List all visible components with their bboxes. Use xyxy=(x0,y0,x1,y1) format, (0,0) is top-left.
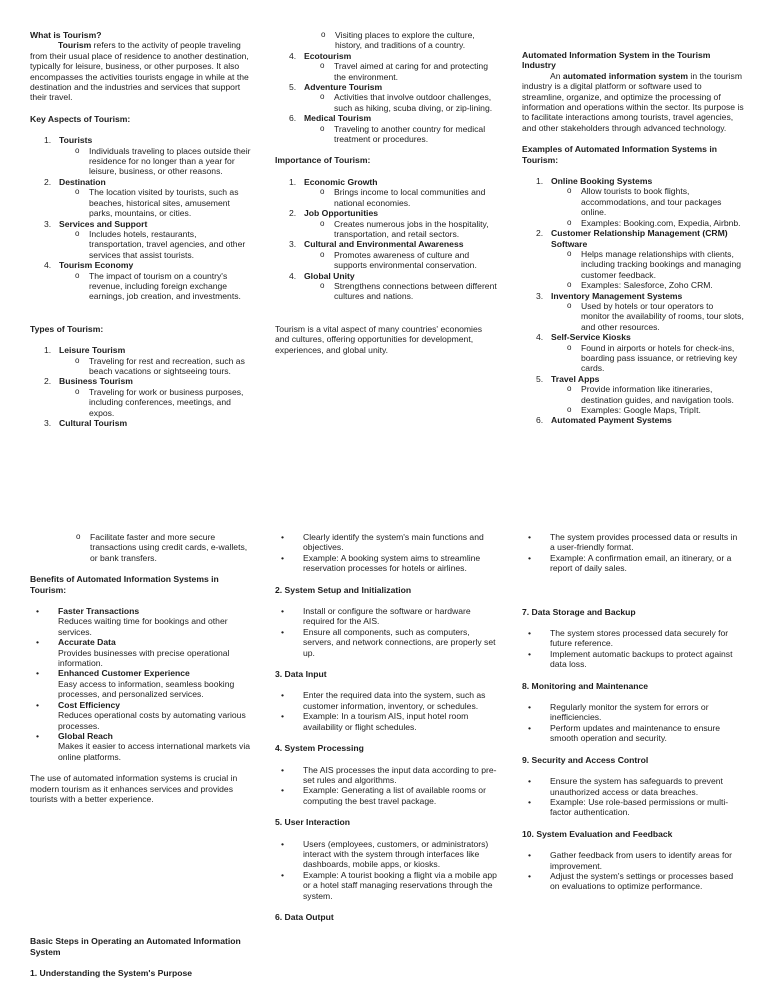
sub-list xyxy=(320,250,497,271)
sub-list xyxy=(320,124,497,145)
list-item-title: Online Booking Systems xyxy=(551,176,653,187)
sub-list xyxy=(320,187,497,208)
sub-list-item: o Provide information like itineraries, destination guides, and navigation tools. xyxy=(567,384,744,405)
list-item-title: Global Unity xyxy=(304,270,355,281)
sub-list xyxy=(75,356,252,377)
list-item-title: Economic Growth xyxy=(304,176,378,187)
heading-ais-benefits: Benefits of Automated Information Systems in Tourism: xyxy=(30,574,219,595)
sub-list xyxy=(567,343,744,374)
list-item xyxy=(536,332,744,374)
list-item-title: Automated Payment Systems xyxy=(551,415,672,426)
list-number: 2. xyxy=(536,228,544,239)
page2-column-2 xyxy=(275,532,497,922)
step-3-heading: 3. Data Input xyxy=(275,669,327,680)
bullet-item: • The system stores processed data securely for future reference. xyxy=(550,628,744,649)
list-number: 3. xyxy=(289,239,297,250)
bullet-item: • Example: A confirmation email, an itinerary, or a report of daily sales. xyxy=(550,553,744,574)
step-1-heading: 1. Understanding the System's Purpose xyxy=(30,968,193,979)
bullet-item: • The system provides processed data or results in a user-friendly format. xyxy=(550,532,744,553)
heading-what-is-tourism: What is Tourism? xyxy=(30,30,102,40)
list-item-title: Leisure Tourism xyxy=(59,345,126,356)
list-item xyxy=(289,208,497,239)
list-item-title: Adventure Tourism xyxy=(304,82,383,93)
sub-list-item: o Used by hotels or tour operators to monitor the availability of rooms, tour slots, and other resources. xyxy=(567,301,744,332)
bullet-item: • Adjust the system's settings or processes based on evaluations to optimize performance. xyxy=(550,871,744,892)
list-ais-examples xyxy=(522,176,744,426)
sub-list-item: o Creates numerous jobs in the hospitality, transportation, and retail sectors. xyxy=(320,219,497,240)
sub-list xyxy=(320,92,497,113)
sub-list xyxy=(567,186,744,228)
heading-ais-tourism: Automated Information System in the Tourism Industry xyxy=(522,50,711,71)
list-item-title: Destination xyxy=(59,176,106,187)
sub-list-item: o Promotes awareness of culture and supports environmental conservation. xyxy=(320,250,497,271)
list-item-title: Cultural and Environmental Awareness xyxy=(304,239,464,250)
list-number: 4. xyxy=(289,270,297,281)
paragraph-ais-closing: The use of automated information systems is crucial in modern tourism as it enhances services and provides tourists with a better experience. xyxy=(30,773,238,804)
bullet-item: • Install or configure the software or hardware required for the AIS. xyxy=(303,606,497,627)
step-9-bullets xyxy=(550,776,744,818)
list-payment-systems-sub xyxy=(76,532,252,563)
sub-list-item: o Traveling for rest and recreation, such as beach vacations or sightseeing tours. xyxy=(75,356,252,377)
list-item-title: Medical Tourism xyxy=(304,113,372,124)
sub-list-item: o Allow tourists to book flights, accommodations, and tour packages online. xyxy=(567,186,744,217)
sub-list-item: o Examples: Booking.com, Expedia, Airbnb. xyxy=(567,218,744,228)
page1-column-3 xyxy=(522,50,744,426)
list-item xyxy=(44,135,252,177)
sub-list xyxy=(567,384,744,415)
list-item-title: Business Tourism xyxy=(59,376,133,387)
list-item xyxy=(536,176,744,228)
step-5-bullets xyxy=(303,839,497,901)
paragraph-tourism-definition: Tourism refers to the activity of people traveling from their usual place of residence to another destination, typically for leisure, business, or other purposes. It also encompasses the activities tourists engage in while at the destination and the industries and services that support their travel. xyxy=(30,40,249,103)
list-item-title: Self-Service Kiosks xyxy=(551,332,631,343)
benefit-title: • Accurate Data xyxy=(58,637,116,648)
list-item xyxy=(536,415,744,425)
benefit-item xyxy=(58,731,252,762)
list-number: 2. xyxy=(289,208,297,219)
sub-list xyxy=(75,229,252,260)
sub-list xyxy=(567,301,744,332)
step-4-bullets xyxy=(303,765,497,807)
heading-ais-examples: Examples of Automated Information Systems in Tourism: xyxy=(522,144,717,165)
list-item xyxy=(44,219,252,261)
benefit-text: Easy access to information, seamless booking processes, and personalized services. xyxy=(58,678,235,700)
list-item-title: Travel Apps xyxy=(551,373,600,384)
list-item xyxy=(44,376,252,418)
list-number: 5. xyxy=(289,82,297,93)
step-1-bullets xyxy=(303,532,497,574)
list-item xyxy=(289,51,497,82)
heading-basic-steps: Basic Steps in Operating an Automated Information System xyxy=(30,936,241,957)
list-item xyxy=(536,228,744,290)
sub-list-item: o The location visited by tourists, such as beaches, historical sites, amusement parks, mountains, or cities. xyxy=(75,187,252,218)
step-8-bullets xyxy=(550,702,744,744)
sub-list-item: o Brings income to local communities and national economies. xyxy=(320,187,497,208)
step-6-bullets xyxy=(550,532,744,574)
list-number: 3. xyxy=(44,418,52,428)
page2-column-1 xyxy=(30,532,252,979)
sub-list-item: o Helps manage relationships with clients, including tracking bookings and managing customer feedback. xyxy=(567,249,744,280)
list-item xyxy=(536,291,744,333)
step-5-heading: 5. User Interaction xyxy=(275,817,350,828)
list-number: 3. xyxy=(536,290,544,301)
list-item-title: Customer Relationship Management (CRM) Software xyxy=(551,228,728,249)
list-number: 1. xyxy=(44,345,52,356)
list-item: o Visiting places to explore the culture, history, and traditions of a country. xyxy=(321,30,497,51)
list-number: 3. xyxy=(44,218,52,229)
heading-importance-of-tourism: Importance of Tourism: xyxy=(275,155,371,166)
sub-list xyxy=(320,281,497,302)
step-9-heading: 9. Security and Access Control xyxy=(522,754,649,765)
sub-list-item: o Strengthens connections between different cultures and nations. xyxy=(320,281,497,302)
step-7-heading: 7. Data Storage and Backup xyxy=(522,606,636,617)
list-number: 1. xyxy=(536,176,544,187)
sub-list xyxy=(75,387,252,418)
page1-column-1 xyxy=(30,30,252,428)
bullet-item: • Clearly identify the system's main functions and objectives. xyxy=(303,532,497,553)
page2-column-3 xyxy=(522,532,744,892)
step-2-heading: 2. System Setup and Initialization xyxy=(275,584,412,595)
list-types-of-tourism xyxy=(30,345,252,428)
step-7-bullets xyxy=(550,628,744,670)
sub-list-item: o Examples: Google Maps, TripIt. xyxy=(567,405,744,415)
paragraph-tourism-closing: Tourism is a vital aspect of many countries' economies and cultures, offering opportunities for development, experiences, and global unity. xyxy=(275,323,483,355)
bullet-item: • Perform updates and maintenance to ensure smooth operation and security. xyxy=(550,723,744,744)
benefit-text: Reduces operational costs by automating various processes. xyxy=(58,710,246,731)
list-item xyxy=(289,177,497,208)
list-importance xyxy=(275,177,497,302)
list-item-title: Job Opportunities xyxy=(304,208,378,219)
list-number: 6. xyxy=(536,415,544,426)
sub-list-item: o Traveling for work or business purposes, including conferences, meetings, and expos. xyxy=(75,387,252,418)
heading-types-of-tourism: Types of Tourism: xyxy=(30,323,104,334)
list-number: 6. xyxy=(289,113,297,124)
benefit-text: Reduces waiting time for bookings and other services. xyxy=(58,616,228,637)
list-item xyxy=(536,374,744,416)
sub-list xyxy=(320,61,497,82)
list-number: 2. xyxy=(44,376,52,387)
bullet-item: • Implement automatic backups to protect against data loss. xyxy=(550,649,744,670)
step-10-bullets xyxy=(550,850,744,892)
sub-list-item: o Travel aimed at caring for and protecting the environment. xyxy=(320,61,497,82)
list-number: 1. xyxy=(289,176,297,187)
list-item xyxy=(289,113,497,144)
sub-list xyxy=(75,187,252,218)
list-item xyxy=(44,177,252,219)
list-item-title: Inventory Management Systems xyxy=(551,290,683,301)
list-item-title: Tourism Economy xyxy=(59,260,134,271)
sub-list-item: o Includes hotels, restaurants, transportation, travel agencies, and other services that assist tourists. xyxy=(75,229,252,260)
list-item xyxy=(289,239,497,270)
list-number: 4. xyxy=(44,260,52,271)
heading-key-aspects: Key Aspects of Tourism: xyxy=(30,113,131,124)
list-item xyxy=(44,260,252,302)
benefit-text: Provides businesses with precise operational information. xyxy=(58,647,230,669)
step-3-bullets xyxy=(303,690,497,732)
list-ais-benefits xyxy=(58,606,252,762)
benefit-item xyxy=(58,668,252,699)
step-6-heading: 6. Data Output xyxy=(275,911,334,922)
list-number: 5. xyxy=(536,373,544,384)
step-8-heading: 8. Monitoring and Maintenance xyxy=(522,680,649,691)
list-item-title: Cultural Tourism xyxy=(59,418,128,428)
benefit-title: • Enhanced Customer Experience xyxy=(58,668,190,679)
benefit-item xyxy=(58,700,252,731)
list-item-title: Services and Support xyxy=(59,218,148,229)
list-item-title: Ecotourism xyxy=(304,50,352,61)
benefit-text: Makes it easier to access international markets via online platforms. xyxy=(58,741,251,762)
step-10-heading: 10. System Evaluation and Feedback xyxy=(522,828,673,839)
sub-list-item: o Found in airports or hotels for check-ins, boarding pass issuance, or retrieving key cards. xyxy=(567,343,744,374)
sub-list-item: o Individuals traveling to places outside their residence for no longer than a year for leisure, business, or other reasons. xyxy=(75,146,252,177)
bullet-item: • Users (employees, customers, or administrators) interact with the system through interfaces like dashboards, mobile apps, or kiosks. xyxy=(303,839,497,870)
list-item: o Facilitate faster and more secure transactions using credit cards, e-wallets, or bank transfers. xyxy=(76,532,252,563)
sub-list-item: o Traveling to another country for medical treatment or procedures. xyxy=(320,124,497,145)
bullet-item: • Example: Generating a list of available rooms or computing the best travel package. xyxy=(303,785,497,806)
list-number: 2. xyxy=(44,176,52,187)
sub-list-item: o Activities that involve outdoor challenges, such as hiking, scuba diving, or zip-lining. xyxy=(320,92,497,113)
bullet-item: • Gather feedback from users to identify areas for improvement. xyxy=(550,850,744,871)
sub-list-item: o The impact of tourism on a country's revenue, including foreign exchange earnings, job creation, and investments. xyxy=(75,271,252,302)
list-item-title: Tourists xyxy=(59,135,93,146)
sub-list xyxy=(75,146,252,177)
list-number: 4. xyxy=(289,50,297,61)
benefit-title: • Cost Efficiency xyxy=(58,699,121,710)
benefit-title: • Global Reach xyxy=(58,730,113,741)
step-2-bullets xyxy=(303,606,497,658)
bullet-item: • Enter the required data into the system, such as customer information, inventory, or schedules. xyxy=(303,690,497,711)
bullet-item: • Example: In a tourism AIS, input hotel room availability or flight schedules. xyxy=(303,711,497,732)
list-item xyxy=(44,345,252,376)
sub-list xyxy=(567,249,744,291)
list-key-aspects xyxy=(30,135,252,302)
list-types-of-tourism-cont xyxy=(275,51,497,145)
sub-list xyxy=(320,219,497,240)
step-4-heading: 4. System Processing xyxy=(275,743,364,754)
list-number: 1. xyxy=(44,135,52,146)
list-item xyxy=(289,271,497,302)
page1-column-2 xyxy=(275,30,497,355)
bullet-item: • Ensure all components, such as computers, servers, and network connections, are properly set up. xyxy=(303,627,497,658)
bullet-item: • Ensure the system has safeguards to prevent unauthorized access or data breaches. xyxy=(550,776,744,797)
bullet-item: • Example: A tourist booking a flight via a mobile app or a hotel staff managing reservations through the system. xyxy=(303,870,497,901)
sub-list-item: o Examples: Salesforce, Zoho CRM. xyxy=(567,280,744,290)
list-item xyxy=(289,82,497,113)
list-item xyxy=(44,418,252,428)
list-cultural-tourism-sub xyxy=(321,30,497,51)
benefit-item xyxy=(58,606,252,637)
list-number: 4. xyxy=(536,332,544,343)
benefit-item xyxy=(58,637,252,668)
bullet-item: • Example: A booking system aims to streamline reservation processes for hotels or airlines. xyxy=(303,553,497,574)
bullet-item: • Regularly monitor the system for errors or inefficiencies. xyxy=(550,702,744,723)
sub-list xyxy=(75,271,252,302)
bullet-item: • Example: Use role-based permissions or multi-factor authentication. xyxy=(550,797,744,818)
benefit-title: • Faster Transactions xyxy=(58,606,140,617)
bullet-item: • The AIS processes the input data according to pre-set rules and algorithms. xyxy=(303,765,497,786)
paragraph-ais-definition: An automated information system in the tourism industry is a digital platform or software used to streamline, organize, and optimize the processing of information and operations within the sector. Its purpose is to facilitate interactions among tourists, travel agencies, and other stakeholders through advanced technology. xyxy=(522,70,744,133)
